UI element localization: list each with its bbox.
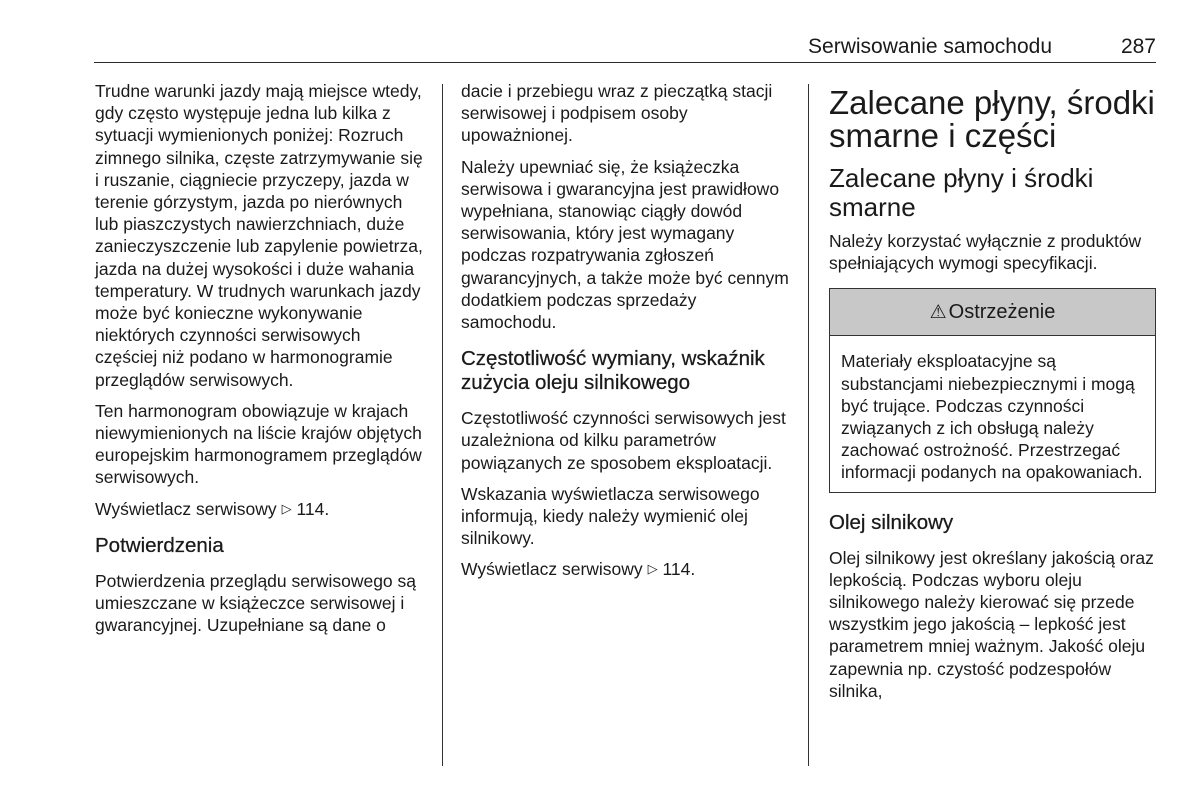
paragraph-service-frequency: Częstotliwość czynności serwisowych jest uzależniona od kilku parametrów powiązanych ze sposobem eksploatacji. xyxy=(461,408,786,473)
cross-reference-page: 114. xyxy=(662,559,696,580)
column-1 xyxy=(95,80,425,645)
heading-recommended-fluids: Zalecane płyny i środki smarne xyxy=(829,163,1094,222)
warning-box xyxy=(829,288,1156,492)
heading-recommended-fluids-parts: Zalecane płyny, środki smarne i części xyxy=(829,84,1155,154)
warning-text: Materiały eksploatacyjne są substancjami niebezpiecznymi i mogą być trujące. Podczas czynności związanych z ich obsługą należy zachować ostrożność. Przestrzegać informacji podanych na opakowaniach. xyxy=(841,351,1143,483)
heading-engine-oil: Olej silnikowy xyxy=(829,510,954,534)
column-divider xyxy=(442,84,443,766)
cross-reference xyxy=(461,558,793,580)
paragraph-schedule-scope: Ten harmonogram obowiązuje w krajach niewymienionych na liście krajów objętych europejskim harmonogramem przeglądów serwisowych. xyxy=(95,400,422,488)
column-divider xyxy=(808,84,809,766)
paragraph-specifications: Należy korzystać wyłącznie z produktów spełniających wymogi specyfikacji. xyxy=(829,231,1142,274)
warning-body xyxy=(830,336,1155,491)
paragraph-difficult-conditions: Trudne warunki jazdy mają miejsce wtedy, gdy często występuje jedna lub kilka z sytuacji wymienionych poniżej: Rozruch zimnego silnika, częste zatrzymywanie się i ruszanie, ciągniecie przyczepy, jazda w terenie górzystym, jazda po nierównych lub piaszczystych nawierzchniach, duże zanieczyszczenie lub zapylenie powietrza, jazda na dużej wysokości i duże wahania temperatury. W trudnych warunkach jazdy może być konieczne wykonywanie niektórych czynności serwisowych częściej niż podano w harmonogramie przeglądów serwisowych. xyxy=(95,81,423,390)
paragraph-stamp: dacie i przebiegu wraz z pieczątką stacji serwisowej i podpisem osoby upoważnionej. xyxy=(461,81,773,146)
page-header xyxy=(94,34,1156,63)
warning-triangle-icon: ⚠ xyxy=(929,301,947,323)
column-3 xyxy=(829,86,1156,711)
warning-title: Ostrzeżenie xyxy=(948,300,1056,323)
paragraph-engine-oil: Olej silnikowy jest określany jakością oraz lepkością. Podczas wyboru oleju silnikowego należy kierować się przede wszystkim jego jakością – lepkość jest parametrem mniej ważnym. Jakość oleju zapewnia np. czystość podzespołów silnika, xyxy=(829,547,1154,701)
cross-reference xyxy=(95,498,425,520)
column-2 xyxy=(461,80,793,590)
heading-confirmations: Potwierdzenia xyxy=(95,533,224,557)
heading-oil-change-interval: Częstotliwość wymiany, wskaźnik zużycia oleju silnikowego xyxy=(461,347,765,395)
paragraph-service-book: Należy upewniać się, że książeczka serwisowa i gwarancyjna jest prawidłowo wypełniana, stanowiąc ciągły dowód serwisowania, który jest wymagany podczas rozpatrywania zgłoszeń gwarancyjnych, a także może być cennym dodatkiem podczas sprzedaży samochodu. xyxy=(461,156,789,333)
cross-reference-page: 114. xyxy=(296,498,330,519)
reference-arrow-icon: ▷ xyxy=(647,561,658,577)
warning-header xyxy=(830,289,1155,336)
page-number: 287 xyxy=(1120,35,1156,58)
section-title: Serwisowanie samochodu xyxy=(808,35,1052,58)
paragraph-confirmations: Potwierdzenia przeglądu serwisowego są umieszczane w książeczce serwisowej i gwarancyjnej. Uzupełniane są dane o xyxy=(95,570,417,636)
cross-reference-text: Wyświetlacz serwisowy xyxy=(461,559,643,580)
reference-arrow-icon: ▷ xyxy=(281,500,292,516)
paragraph-service-display: Wskazania wyświetlacza serwisowego informują, kiedy należy wymienić olej silnikowy. xyxy=(461,483,760,549)
cross-reference-text: Wyświetlacz serwisowy xyxy=(95,498,277,519)
